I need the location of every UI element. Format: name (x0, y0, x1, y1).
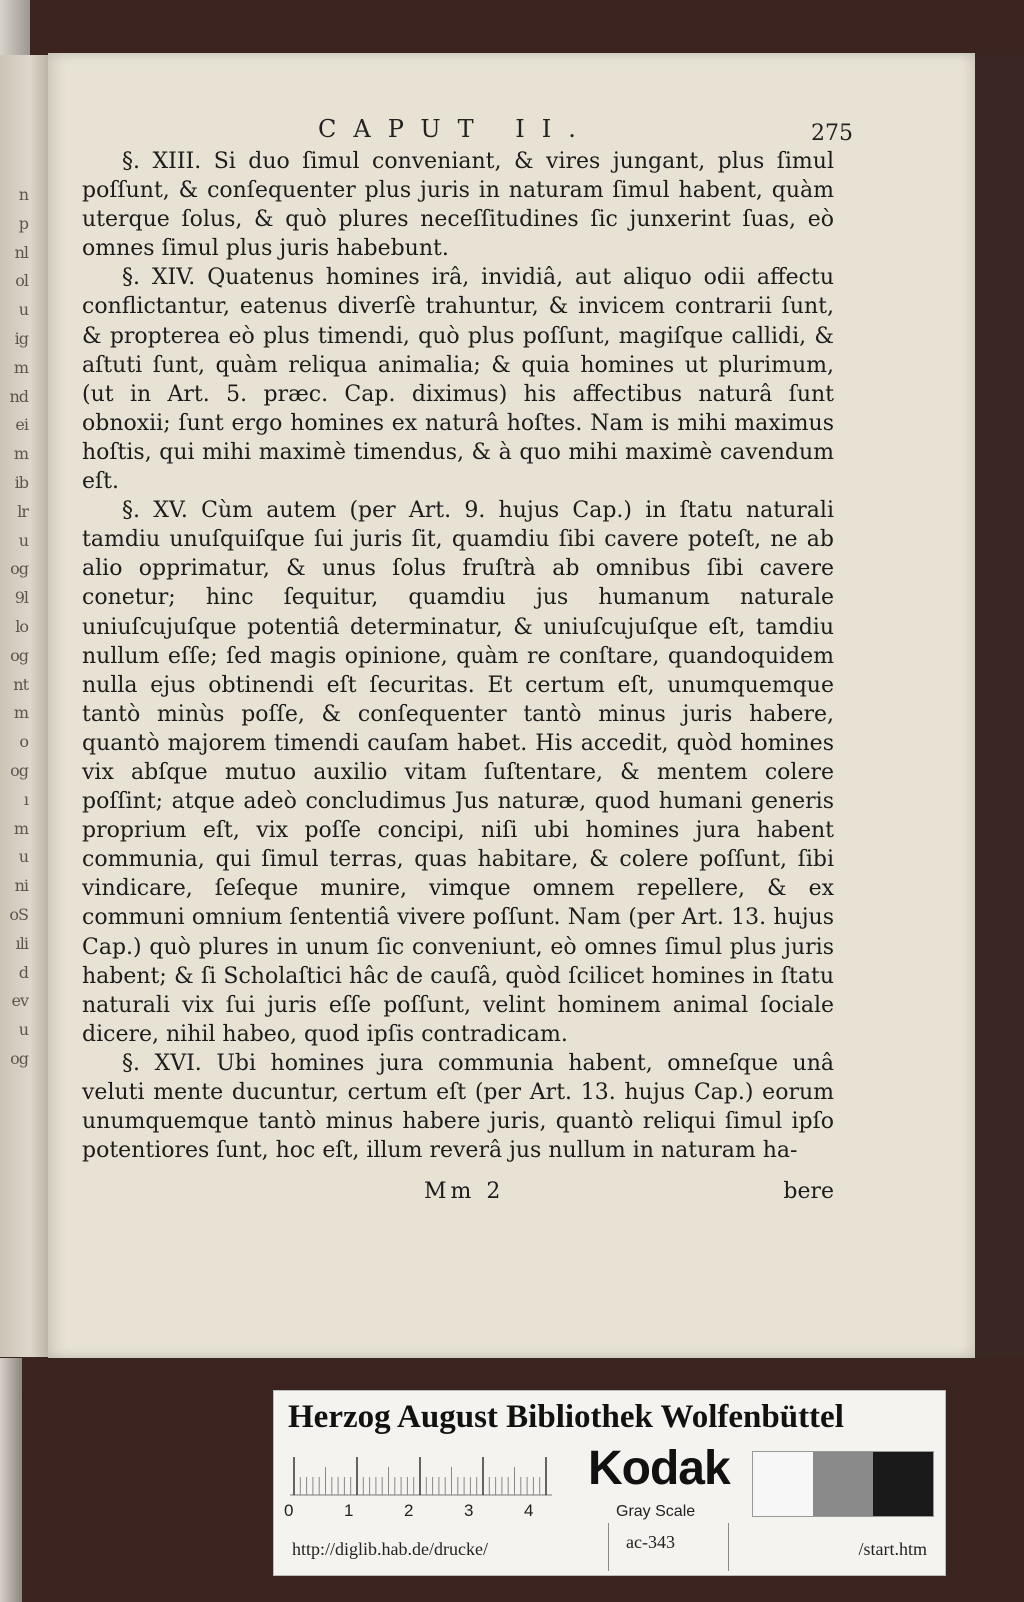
scanner-frame-top (0, 0, 1024, 55)
facing-page-fragment: n (18, 185, 28, 204)
paragraph-13: §. XIII. Si duo ſimul conveniant, & vires jungant, plus ſimul poſſunt, & conſequenter plus juris in naturam ſimul habent, quàm uterque ſolus, & quò plures neceſſitudines ſic junxerint ſuas, eò omnes ſimul plus juris habebunt. (82, 149, 834, 262)
card-url-left: http://diglib.hab.de/drucke/ (292, 1539, 488, 1559)
facing-page-fragment: ıli (15, 933, 28, 953)
facing-page-fragment: nl (14, 242, 28, 262)
facing-page-fragment: ig (14, 329, 28, 348)
facing-page-fragment: lo (15, 617, 28, 636)
facing-page-fragment: nt (13, 674, 28, 694)
facing-page-bottom-edge (0, 1358, 22, 1602)
ruler-label: 2 (404, 1501, 414, 1520)
facing-page-fragment: nd (9, 386, 28, 406)
running-head (48, 115, 975, 149)
ruler-scale (290, 1453, 552, 1503)
ruler-label: 4 (524, 1501, 534, 1520)
card-url-right: /start.htm (858, 1539, 927, 1559)
page-footer (82, 1179, 834, 1209)
book-page (48, 53, 975, 1358)
facing-page-fragment: p (18, 213, 28, 233)
facing-page-fragment: 9l (14, 588, 28, 608)
facing-page-fragment: ib (14, 473, 28, 492)
paragraph-16: §. XVI. Ubi homines jura communia habent, omneſque unâ veluti mente ducuntur, certum eſt (per Art. 13. hujus Cap.) eorum unumquemque tantò minus habere juris, quantò reliqui ſimul ipſo potentiores ſunt, hoc eſt, illum reverâ jus nullum in naturam ha- (82, 1050, 834, 1164)
facing-page-fragment: ni (14, 876, 28, 896)
facing-page-fragment: m (13, 703, 28, 723)
facing-page-fragment: o (19, 732, 28, 752)
facing-page-fragment: m (13, 357, 28, 377)
facing-page-fragment: u (18, 847, 28, 867)
ruler-label: 0 (284, 1501, 294, 1520)
facing-page-fragment: ol (15, 271, 28, 291)
page-number: 275 (811, 121, 853, 146)
signature-mark: Mm 2 (424, 1179, 505, 1204)
facing-page-fragment: og (10, 645, 28, 665)
gray-swatch (753, 1452, 813, 1516)
facing-page-fragment: og (10, 559, 28, 579)
card-code: ac-343 (626, 1532, 675, 1552)
kodak-logo: Kodak (588, 1442, 730, 1495)
gray-swatch (813, 1452, 873, 1516)
paragraph-14: §. XIV. Quatenus homines irâ, invidiâ, aut aliquo odii affectu conflictantur, eatenus diverſè trahuntur, & invicem contrarii ſunt, & propterea eò plus timendi, quò plus poſſunt, magiſque callidi, & aſtuti ſunt, quàm reliqua animalia; & quia homines ut plurimum, (ut in Art. 5. præc. Cap. diximus) his affectibus naturâ ſunt obnoxii; ſunt ergo homines ex naturâ hoſtes. Nam is mihi maximus hoſtis, qui mihi maximè timendus, & à quo mihi maximè cavendum eſt. (82, 265, 834, 495)
library-title: Herzog August Bibliothek Wolfenbüttel (288, 1399, 844, 1435)
gray-swatches (752, 1451, 934, 1517)
facing-page-fragment: u (18, 300, 28, 320)
facing-page-fragment: lr (17, 501, 28, 521)
ruler-label: 1 (344, 1501, 354, 1520)
catchword: bere (783, 1179, 834, 1204)
gray-scale-label: Gray Scale (616, 1503, 696, 1520)
ruler-label: 3 (464, 1501, 474, 1520)
facing-page-fragment: m (13, 444, 28, 464)
card-divider (728, 1523, 729, 1571)
facing-page-corner (0, 0, 30, 55)
facing-page-fragment: d (18, 962, 28, 982)
gray-swatch (873, 1452, 933, 1516)
facing-page-fragment: m (13, 818, 28, 838)
facing-page-fragment: u (18, 1020, 28, 1040)
facing-page-fragment: ei (15, 415, 28, 435)
running-title: CAPUT II. (318, 115, 593, 143)
facing-page-fragment: og (10, 761, 28, 780)
calibration-card (273, 1390, 946, 1576)
paragraph-15: §. XV. Cùm autem (per Art. 9. hujus Cap.) in ſtatu naturali tamdiu unuſquiſque ſui juris ſit, quamdiu ſibi cavere poteſt, ne ab alio opprimatur, & unus ſolus fruſtrà ab omnibus ſibi cavere conetur; hinc ſequitur, quamdiu jus humanum naturale uniuſcujuſque potentiâ determinatur, & uniuſcujuſque eſt, tamdiu nullum eſſe; ſed magis opinione, quàm re conſtare, quandoquidem nulla ejus obtinendi eſt ſecuritas. Et certum eſt, unumquemque tantò minùs poſſe, & conſequenter tantò minus juris habere, quantò majorem timendi cauſam habet. His accedit, quòd homines vix abſque mutuo auxilio vitam ſuſtentare, & mentem colere poſſint; atque adeò concludimus Jus naturæ, quod humani generis proprium eſt, vix poſſe concipi, niſi ubi homines jura habent communia, qui ſimul terras, quas habitare, & colere poſſunt, ſibi vindicare, ſeſeque munire, vimque omnem repellere, & ex communi omnium ſententiâ vivere poſſunt. Nam (per Art. 13. hujus Cap.) quò plures in unum ſic conveniunt, eò omnes ſimul plus juris habent; & ſi Scholaſtici hâc de cauſâ, quòd ſcilicet homines in ſtatu naturali vix ſui juris eſſe poſſunt, velint hominem animal ſociale dicere, nihil habeo, quod ipſis contradicam. (82, 498, 834, 1047)
facing-page-fragment: ev (11, 991, 28, 1011)
facing-page-fragment: og (10, 1049, 28, 1068)
text-body (82, 147, 834, 1165)
card-divider (608, 1523, 609, 1571)
facing-page-fragment: u (18, 530, 28, 550)
facing-page-fragment: ı (23, 789, 28, 809)
facing-page-fragment: oS (9, 905, 28, 924)
facing-page-edge (0, 55, 50, 1357)
